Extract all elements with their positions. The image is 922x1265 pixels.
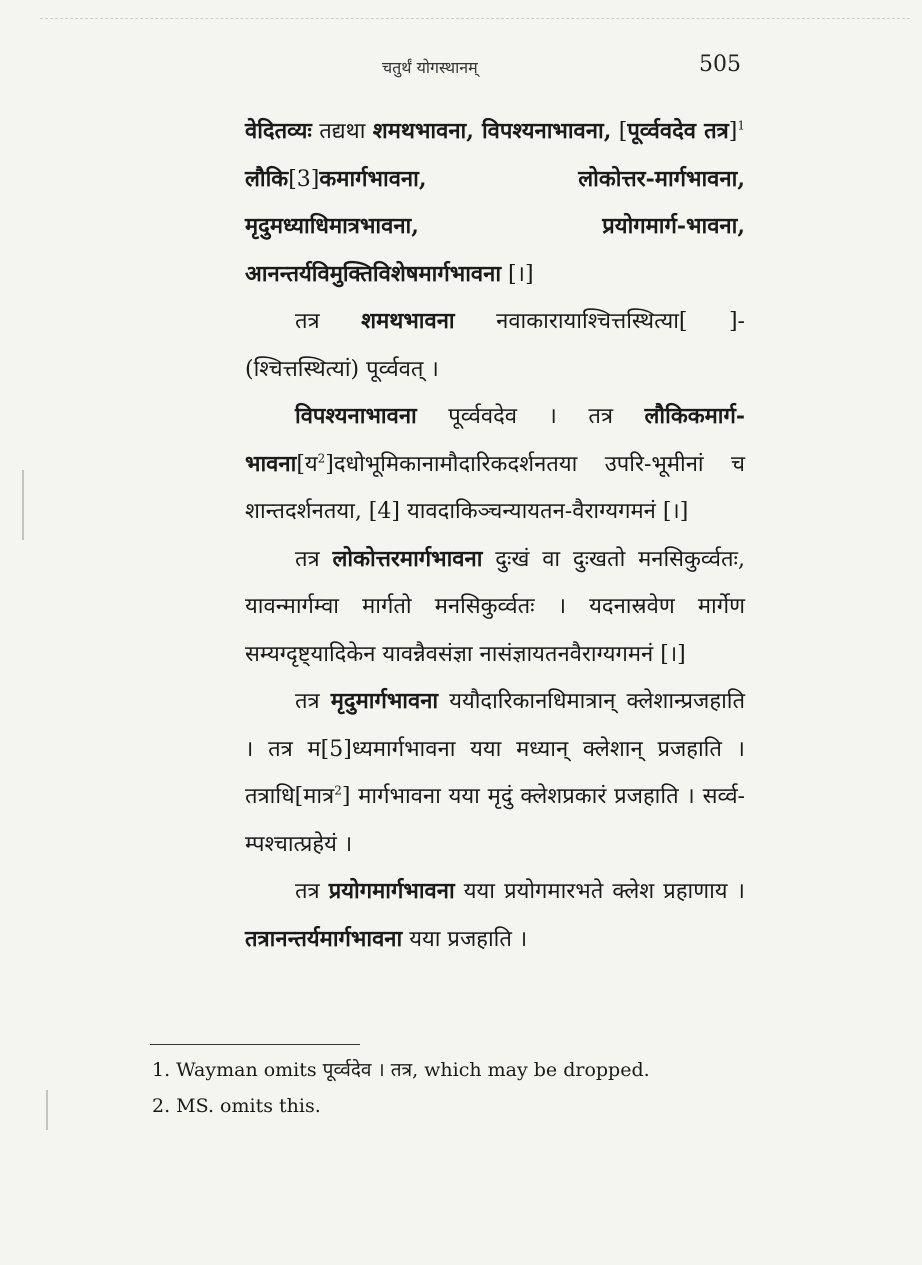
running-title: चतुर्थं योगस्थानम् [382, 58, 478, 77]
paragraph [245, 536, 745, 679]
text-run: यया प्रजहाति । [402, 926, 528, 952]
text-run: पूर्व्ववदेव । तत्र [416, 404, 645, 429]
bold-term: शमथभावना, विपश्यनाभावना, [372, 118, 612, 144]
bold-term: शमथभावना [361, 308, 455, 334]
bold-term: लौकिकमार्ग-भावना [245, 403, 745, 477]
footnote-ref: 1 [737, 118, 745, 133]
footnote-ref: 2 [317, 451, 326, 466]
bold-term: लौकि [245, 165, 289, 192]
text-run: [3] [288, 166, 320, 192]
text-run: ]दधोभूमिकानामौदारिकदर्शनतया उपरि-भूमीनां च शान्तदर्शनतया, [4] यावदाकिञ्चन्यायतन-वैराग्यगमनं [।] [245, 451, 745, 524]
footnotes [152, 1052, 752, 1124]
text-run: ययौदारिकानधिमात्रान् क्लेशान्प्रजहाति । तत्र म[5]ध्यमार्गभावना यया मध्यान् क्लेशान् प्रजहाति । तत्राधि[मात्र [245, 689, 745, 809]
page-edge-line [40, 18, 910, 19]
footnote-ref: 2 [334, 783, 342, 798]
paragraph [245, 393, 745, 536]
text-run: तत्र [295, 689, 331, 714]
bold-term: तत्रानन्तर्यमार्गभावना [245, 925, 403, 952]
bold-term: विपश्यनाभावना [295, 403, 417, 429]
text-run: ] मार्गभावना यया मृदुं क्लेशप्रकारं प्रजहाति । सर्व्व-म्पश्चात्प्रहेयं । [245, 784, 745, 857]
bold-term: प्रयोगमार्गभावना [328, 878, 455, 904]
text-run: तद्यथा [311, 119, 373, 144]
page-number: 505 [699, 52, 741, 77]
text-run: यया प्रयोगमारभते क्लेश प्रहाणाय । [454, 879, 745, 904]
text-run: नवाकारायाश्चित्तस्थित्या[ ]-(श्चित्तस्थित्यां) पूर्व्ववत् । [245, 309, 745, 382]
bold-term: लोकोत्तरमार्गभावना [332, 545, 483, 572]
bold-term: मृदुमार्गभावना [330, 688, 439, 714]
footnote: 2. MS. omits this. [152, 1095, 321, 1117]
text-run: दुःखं वा दुःखतो मनसिकुर्व्वतः, यावन्मार्गम्वा मार्गतो मनसिकुर्व्वतः । यदनास्रवेण मार्गेण सम्यग्दृष्ट्यादिकेन यावन्नैवसंज्ञा नासंज्ञायतनवैराग्यगमनं [।] [245, 546, 745, 667]
text-run: तत्र [295, 546, 333, 572]
text-run: तत्र [295, 879, 329, 904]
footnote: 1. Wayman omits पूर्व्वदेव । तत्र, which may be dropped. [152, 1059, 650, 1081]
left-margin-mark [46, 1090, 48, 1130]
left-margin-mark [22, 470, 24, 540]
text-run: ] [728, 119, 738, 144]
page-header [245, 48, 745, 88]
footnote-rule [150, 1044, 360, 1045]
text-run: तत्र [295, 309, 362, 334]
paragraph [245, 298, 745, 393]
paragraph [245, 678, 745, 868]
paragraph [245, 868, 745, 963]
text-run: [ [611, 119, 628, 144]
paragraph [245, 108, 745, 298]
bold-term: वेदितव्यः [245, 118, 312, 144]
bold-term: पूर्व्ववदेव तत्र [627, 118, 729, 144]
body-text [245, 108, 745, 963]
text-run: [।] [501, 261, 534, 287]
text-run: [य [296, 451, 318, 477]
bold-term: कमार्गभावना, लोकोत्तर-मार्गभावना, मृदुमध्याधिमात्रभावना, प्रयोगमार्ग-भावना, आनन्तर्यविमुक्तिविशेषमार्गभावना [245, 165, 745, 287]
